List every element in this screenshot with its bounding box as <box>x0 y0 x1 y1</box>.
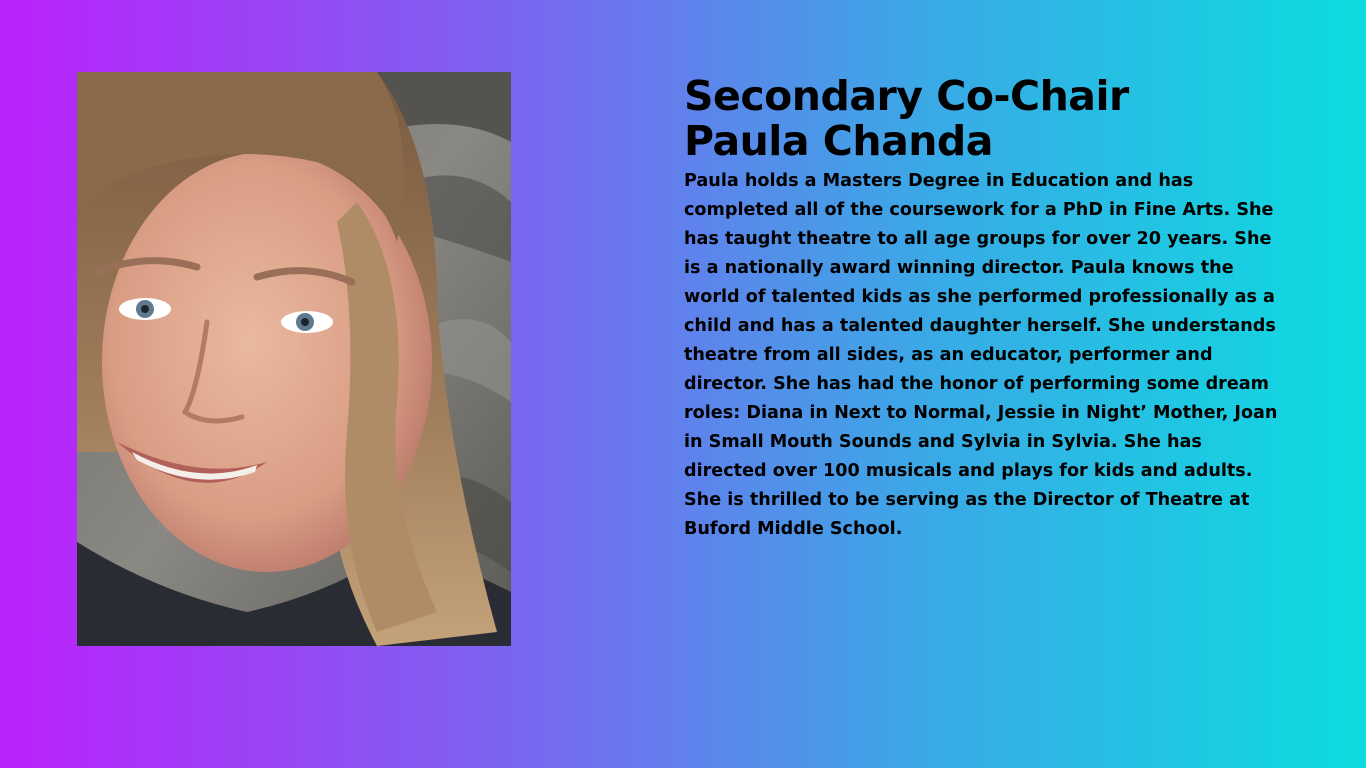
profile-info <box>684 74 1294 544</box>
role-title: Secondary Co-Chair <box>684 72 1129 120</box>
bio-text: Paula holds a Masters Degree in Education and has completed all of the coursework for a PhD in Fine Arts. She has taught theatre to all age groups for over 20 years. She is a nationally award winning director. Paula knows the world of talented kids as she performed professionally as a child and has a talented daughter herself. She understands theatre from all sides, as an educator, performer and director. She has had the honor of performing some dream roles: Diana in Next to Normal, Jessie in Night’ Mother, Joan in Small Mouth Sounds and Sylvia in Sylvia. She has directed over 100 musicals and plays for kids and adults. She is thrilled to be serving as the Director of Theatre at Buford Middle School. <box>684 171 1278 539</box>
profile-photo <box>77 72 511 646</box>
profile-heading <box>684 74 1294 164</box>
person-name: Paula Chanda <box>684 117 993 165</box>
portrait-image <box>77 72 511 646</box>
